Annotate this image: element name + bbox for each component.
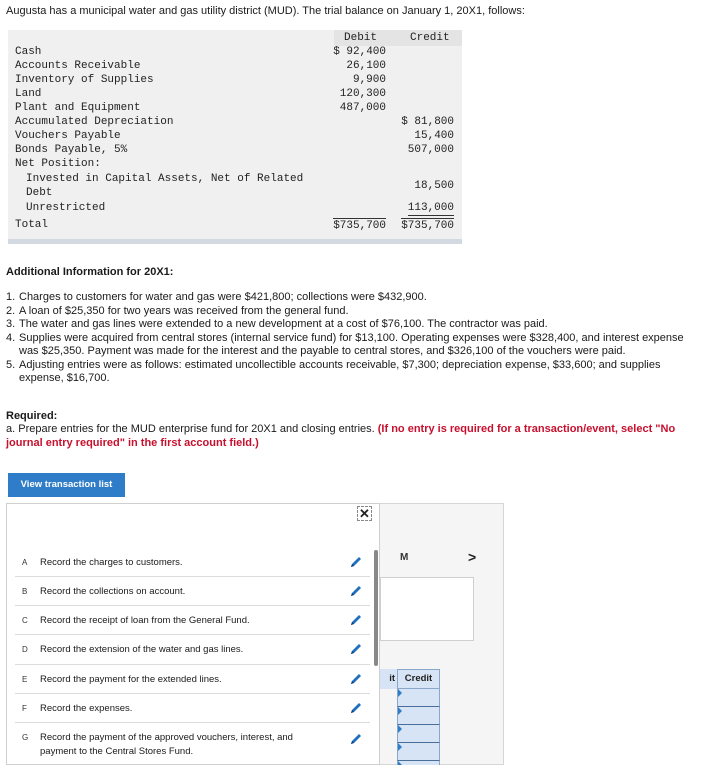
credit-cell[interactable] (397, 689, 440, 707)
cell-marker-icon (398, 725, 402, 733)
transaction-item-c[interactable] (15, 606, 370, 635)
tb-bottom-bar (8, 239, 462, 244)
transaction-text: Record the expenses. (40, 703, 133, 714)
tb-row-land (8, 87, 462, 101)
additional-item (6, 305, 696, 319)
cell-marker-icon (398, 743, 402, 751)
credit-cell[interactable] (397, 743, 440, 761)
tb-row-accum-dep (8, 115, 462, 129)
tb-debit: $ 92,400 (333, 46, 386, 58)
transaction-text: Record the payment for the extended lines. (40, 674, 222, 685)
tb-row-ar (8, 59, 462, 73)
tb-account: Vouchers Payable (15, 130, 121, 142)
tb-account: Total (15, 219, 49, 231)
item-text: Charges to customers for water and gas were $421,800; collections were $432,900. (19, 291, 427, 303)
close-icon[interactable]: ✕ (357, 506, 372, 521)
transaction-text: Record the charges to customers. (40, 557, 183, 568)
trial-balance-table (8, 30, 462, 244)
additional-item (6, 332, 696, 359)
pencil-icon[interactable] (348, 554, 364, 570)
item-text: Adjusting entries were as follows: estimated uncollectible accounts receivable, $7,300; depreciation expense, $33,600; and supplies expense, $16,700. (19, 358, 661, 384)
cell-marker-icon (398, 761, 402, 765)
tb-account: Debt (26, 187, 53, 199)
credit-cell[interactable] (397, 707, 440, 725)
transaction-list-panel (6, 503, 380, 765)
entry-description-box (380, 577, 474, 641)
credit-header: Credit (410, 32, 450, 44)
tb-account: Inventory of Supplies (15, 74, 154, 86)
credit-cell[interactable] (397, 725, 440, 743)
view-transaction-list-button[interactable]: View transaction list (8, 473, 125, 497)
credit-cell[interactable] (397, 761, 440, 765)
transaction-item-a[interactable] (15, 548, 370, 577)
pencil-icon[interactable] (348, 671, 364, 687)
item-number: 3. (6, 318, 16, 330)
tb-credit: 113,000 (407, 202, 454, 214)
transaction-letter: D (22, 645, 28, 654)
transaction-item-f[interactable] (15, 694, 370, 723)
item-text: The water and gas lines were extended to a new development at a cost of $76,100. The contractor was paid. (19, 318, 548, 330)
transaction-item-b[interactable] (15, 577, 370, 606)
required-instruction: a. Prepare entries for the MUD enterprise fund for 20X1 and closing entries. (6, 423, 375, 435)
transaction-text: Record the receipt of loan from the General Fund. (40, 615, 250, 626)
tb-credit: $ 81,800 (401, 116, 454, 128)
tb-account: Plant and Equipment (15, 102, 141, 114)
transaction-letter: A (22, 558, 28, 567)
item-number: 2. (6, 304, 16, 317)
transaction-text: Record the extension of the water and gas lines. (40, 644, 244, 655)
pencil-icon[interactable] (348, 641, 364, 657)
intro-text: Augusta has a municipal water and gas utility district (MUD). The trial balance on January 1, 20X1, follows: (6, 5, 525, 17)
tb-credit: 15,400 (414, 130, 454, 142)
required-title: Required: (6, 410, 58, 422)
tb-row-vouchers (8, 129, 462, 143)
transaction-item-g[interactable] (15, 723, 370, 765)
credit-column-header: Credit (397, 669, 440, 689)
tb-debit: 487,000 (339, 102, 386, 114)
cell-marker-icon (398, 707, 402, 715)
tb-credit: 507,000 (407, 144, 454, 156)
tb-account: Net Position: (15, 158, 101, 170)
pencil-icon[interactable] (348, 731, 364, 747)
additional-item (6, 291, 696, 305)
transaction-letter: G (22, 733, 29, 742)
pencil-icon[interactable] (348, 612, 364, 628)
transaction-item-d[interactable] (15, 635, 370, 665)
additional-info-list (6, 291, 696, 386)
item-number: 1. (6, 291, 16, 303)
additional-item (6, 318, 696, 332)
scrollbar[interactable] (374, 550, 378, 666)
additional-item (6, 359, 696, 386)
transaction-text: Record the payment of the approved vouchers, interest, and payment to the Central Stores Fund. (40, 732, 293, 757)
required-note: (If no entry is required for a transaction/event, select "No journal entry required" in the first account field.) (6, 423, 676, 449)
tb-account: Invested in Capital Assets, Net of Related (26, 173, 304, 185)
pencil-icon[interactable] (348, 700, 364, 716)
tb-total-credit: $735,700 (401, 220, 454, 232)
pencil-icon[interactable] (348, 583, 364, 599)
cell-marker-icon (398, 689, 402, 697)
tb-debit: 26,100 (346, 60, 386, 72)
next-arrow-icon[interactable]: > (468, 549, 477, 565)
item-number: 4. (6, 331, 16, 344)
tb-account: Land (15, 88, 42, 100)
debit-column-header: it (380, 669, 397, 689)
tb-account: Accounts Receivable (15, 60, 141, 72)
tb-row-total (8, 218, 462, 232)
debit-header: Debit (344, 32, 378, 44)
tb-account: Accumulated Depreciation (15, 116, 174, 128)
tb-row-inventory (8, 73, 462, 87)
tb-account: Unrestricted (26, 202, 106, 214)
tb-account: Cash (15, 46, 42, 58)
transaction-text: Record the collections on account. (40, 586, 186, 597)
required-text (6, 423, 706, 450)
panel-label-m: M (400, 552, 409, 563)
item-number: 5. (6, 358, 16, 371)
item-text: A loan of $25,350 for two years was received from the general fund. (19, 304, 349, 317)
transaction-letter: F (22, 704, 27, 713)
item-text: Supplies were acquired from central stores (internal service fund) for $13,100. Operating expenses were $328,400, and interest expense was $25,350. Payment was made for the interest and the payable to central stores, and $326,100 of the vouchers were paid. (19, 331, 684, 357)
tb-row-bonds (8, 143, 462, 157)
tb-row-invested-credit (8, 179, 462, 193)
transaction-letter: C (22, 616, 28, 625)
transaction-item-e[interactable] (15, 665, 370, 694)
tb-row-cash (8, 45, 462, 59)
tb-row-plant (8, 101, 462, 115)
tb-debit: 120,300 (339, 88, 386, 100)
tb-row-unrestricted (8, 201, 462, 215)
tb-credit: 18,500 (414, 180, 454, 192)
additional-info-title: Additional Information for 20X1: (6, 266, 174, 278)
transaction-letter: E (22, 675, 28, 684)
tb-account: Bonds Payable, 5% (15, 144, 128, 156)
tb-total-debit: $735,700 (333, 220, 386, 232)
tb-row-net-position (8, 157, 462, 171)
tb-debit: 9,900 (352, 74, 386, 86)
transaction-letter: B (22, 587, 28, 596)
